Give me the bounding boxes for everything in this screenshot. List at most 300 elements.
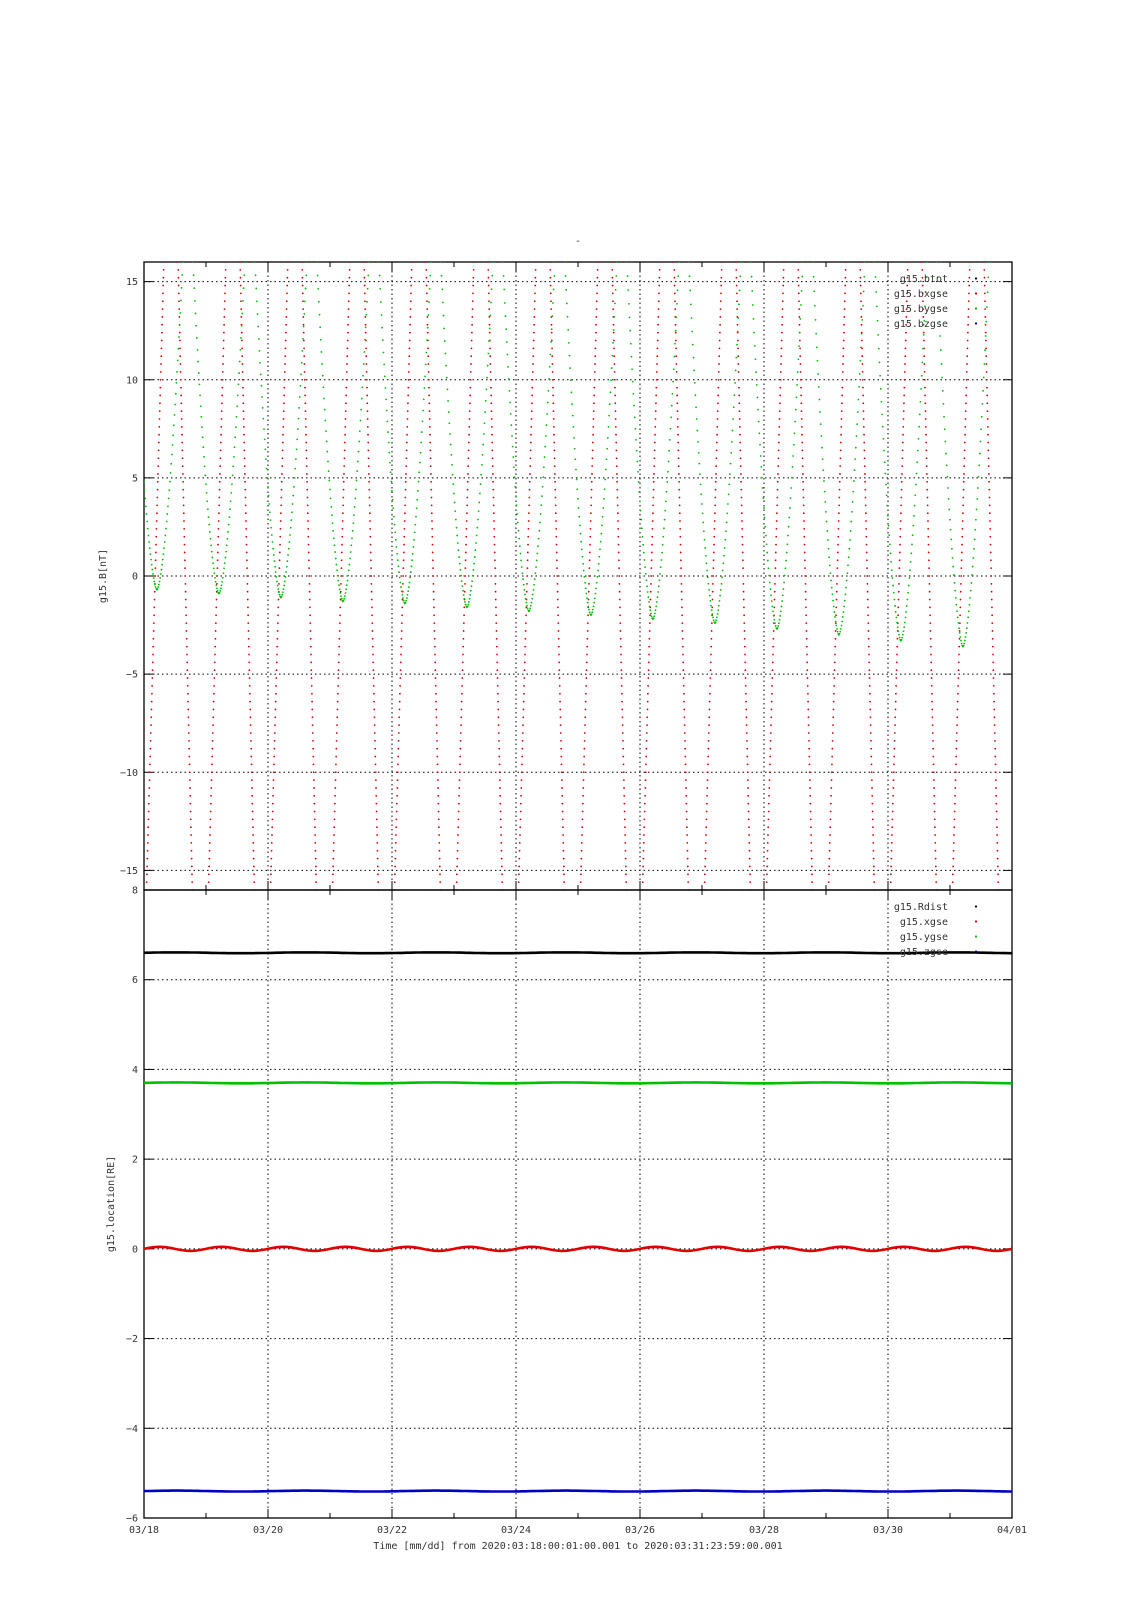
y-tick-label: 6: [131, 975, 138, 987]
bxgse-point: [715, 473, 717, 475]
bxgse-point: [214, 654, 216, 656]
bygse-point: [722, 562, 724, 564]
bygse-point: [416, 499, 418, 501]
bygse-point: [569, 355, 571, 357]
bxgse-point: [864, 473, 866, 475]
bxgse-point: [587, 630, 589, 632]
bxgse-point: [519, 850, 521, 852]
bxgse-point: [161, 332, 163, 334]
y-axis-label: g15.location[RE]: [106, 1155, 117, 1253]
bxgse-point: [803, 520, 805, 522]
bxgse-point: [349, 277, 351, 279]
bygse-point: [207, 508, 209, 510]
bxgse-point: [302, 277, 304, 279]
bygse-point: [779, 619, 781, 621]
bxgse-point: [684, 724, 686, 726]
bxgse-point: [862, 395, 864, 397]
bygse-point: [423, 398, 425, 400]
bxgse-point: [988, 489, 990, 491]
bxgse-point: [580, 858, 582, 860]
bygse-point: [691, 317, 693, 319]
bxgse-point: [374, 740, 376, 742]
bxgse-point: [491, 410, 493, 412]
bxgse-point: [335, 764, 337, 766]
bxgse-point: [987, 410, 989, 412]
bygse-point: [914, 494, 916, 496]
bxgse-point: [993, 709, 995, 711]
bygse-point: [261, 396, 263, 398]
bygse-point: [542, 486, 544, 488]
bxgse-point: [407, 402, 409, 404]
bxgse-point: [624, 826, 626, 828]
bygse-point: [842, 616, 844, 618]
bxgse-point: [245, 520, 247, 522]
bxgse-point: [212, 732, 214, 734]
bxgse-point: [436, 732, 438, 734]
bxgse-point: [581, 842, 583, 844]
bxgse-point: [747, 771, 749, 773]
bxgse-point: [461, 685, 463, 687]
bxgse-point: [428, 395, 430, 397]
bygse-point: [260, 373, 262, 375]
bygse-point: [673, 368, 675, 370]
bxgse-point: [925, 450, 927, 452]
bygse-point: [149, 547, 151, 549]
bygse-point: [411, 565, 413, 567]
bygse-point: [773, 615, 775, 617]
bxgse-point: [551, 355, 553, 357]
bxgse-point: [674, 277, 676, 279]
bygse-point: [394, 531, 396, 533]
bygse-point: [386, 410, 388, 412]
bxgse-point: [966, 371, 968, 373]
bygse-point: [343, 600, 345, 602]
bxgse-point: [838, 512, 840, 514]
bxgse-point: [987, 434, 989, 436]
bxgse-point: [533, 347, 535, 349]
bygse-point: [905, 611, 907, 613]
bxgse-point: [831, 756, 833, 758]
bxgse-point: [707, 779, 709, 781]
bygse-point: [861, 319, 863, 321]
bxgse-point: [430, 473, 432, 475]
bygse-point: [487, 365, 489, 367]
bygse-point: [270, 519, 272, 521]
bxgse-point: [590, 504, 592, 506]
bxgse-point: [286, 293, 288, 295]
bxgse-point: [494, 575, 496, 577]
bxgse-point: [811, 866, 813, 868]
bygse-point: [236, 416, 238, 418]
bxgse-point: [778, 450, 780, 452]
bxgse-point: [904, 371, 906, 373]
bxgse-point: [154, 591, 156, 593]
bxgse-point: [810, 834, 812, 836]
bygse-point: [667, 471, 669, 473]
bxgse-point: [705, 826, 707, 828]
bxgse-point: [492, 457, 494, 459]
bxgse-point: [457, 850, 459, 852]
bxgse-point: [553, 418, 555, 420]
bxgse-point: [592, 434, 594, 436]
bxgse-point: [153, 630, 155, 632]
bxgse-point: [931, 677, 933, 679]
bxgse-point: [934, 826, 936, 828]
bxgse-point: [336, 740, 338, 742]
bygse-point: [330, 506, 332, 508]
bygse-point: [694, 382, 696, 384]
bxgse-point: [835, 607, 837, 609]
bygse-point: [367, 288, 369, 290]
bxgse-point: [682, 638, 684, 640]
bygse-point: [726, 512, 728, 514]
bxgse-point: [553, 434, 555, 436]
bxgse-point: [649, 638, 651, 640]
bxgse-point: [769, 779, 771, 781]
bxgse-point: [934, 811, 936, 813]
bygse-point: [529, 608, 531, 610]
bxgse-point: [315, 850, 317, 852]
bygse-point: [544, 456, 546, 458]
series-line: [144, 952, 1012, 953]
bxgse-point: [837, 536, 839, 538]
bxgse-point: [563, 866, 565, 868]
bxgse-point: [657, 332, 659, 334]
bxgse-point: [210, 795, 212, 797]
bygse-point: [503, 275, 505, 277]
bxgse-point: [927, 536, 929, 538]
bxgse-point: [303, 332, 305, 334]
bxgse-point: [377, 873, 379, 875]
bxgse-point: [189, 803, 191, 805]
bxgse-point: [251, 771, 253, 773]
bxgse-point: [685, 787, 687, 789]
bxgse-point: [311, 709, 313, 711]
bxgse-point: [687, 850, 689, 852]
bxgse-point: [183, 520, 185, 522]
bygse-point: [728, 493, 730, 495]
bygse-point: [471, 585, 473, 587]
bxgse-point: [272, 811, 274, 813]
bxgse-point: [464, 575, 466, 577]
bxgse-point: [396, 787, 398, 789]
bxgse-point: [805, 614, 807, 616]
bygse-point: [491, 288, 493, 290]
bxgse-point: [283, 395, 285, 397]
bxgse-point: [557, 607, 559, 609]
bygse-point: [739, 275, 741, 277]
bygse-point: [505, 328, 507, 330]
bxgse-point: [716, 457, 718, 459]
bxgse-point: [373, 677, 375, 679]
bxgse-point: [314, 826, 316, 828]
bxgse-point: [553, 426, 555, 428]
bxgse-point: [648, 646, 650, 648]
bxgse-point: [490, 387, 492, 389]
bxgse-point: [997, 866, 999, 868]
bygse-point: [833, 611, 835, 613]
bxgse-point: [745, 693, 747, 695]
bxgse-point: [929, 599, 931, 601]
bxgse-point: [471, 340, 473, 342]
bxgse-point: [426, 316, 428, 318]
bxgse-point: [179, 347, 181, 349]
bxgse-point: [281, 473, 283, 475]
y-tick-label: 0: [131, 1244, 138, 1256]
bxgse-point: [987, 426, 989, 428]
bxgse-point: [834, 661, 836, 663]
bxgse-point: [714, 497, 716, 499]
bygse-point: [409, 577, 411, 579]
bxgse-point: [711, 630, 713, 632]
bxgse-point: [466, 497, 468, 499]
bxgse-point: [772, 654, 774, 656]
bxgse-point: [782, 308, 784, 310]
bygse-point: [606, 448, 608, 450]
bxgse-point: [591, 489, 593, 491]
bxgse-point: [618, 552, 620, 554]
bxgse-point: [178, 277, 180, 279]
bxgse-point: [404, 520, 406, 522]
bxgse-point: [930, 661, 932, 663]
bxgse-point: [400, 646, 402, 648]
bxgse-point: [744, 669, 746, 671]
bygse-point: [778, 622, 780, 624]
bygse-point: [394, 524, 396, 526]
bxgse-point: [591, 481, 593, 483]
bygse-point: [675, 330, 677, 332]
bygse-point: [799, 332, 801, 334]
bxgse-point: [993, 693, 995, 695]
bxgse-point: [898, 599, 900, 601]
bygse-point: [175, 393, 177, 395]
bygse-point: [705, 555, 707, 557]
bygse-point: [476, 535, 478, 537]
bxgse-point: [743, 599, 745, 601]
bxgse-point: [781, 316, 783, 318]
bxgse-point: [952, 881, 954, 883]
bxgse-point: [431, 504, 433, 506]
bygse-point: [615, 275, 617, 277]
bxgse-point: [805, 599, 807, 601]
bxgse-point: [367, 426, 369, 428]
bxgse-point: [343, 465, 345, 467]
bygse-point: [939, 335, 941, 337]
bxgse-point: [427, 332, 429, 334]
bxgse-point: [745, 709, 747, 711]
bygse-point: [159, 577, 161, 579]
bygse-point: [390, 481, 392, 483]
bxgse-point: [312, 740, 314, 742]
bygse-point: [429, 275, 431, 277]
bygse-point: [754, 345, 756, 347]
bxgse-point: [923, 340, 925, 342]
bxgse-point: [618, 575, 620, 577]
bygse-point: [360, 409, 362, 411]
bxgse-point: [678, 465, 680, 467]
bxgse-point: [154, 599, 156, 601]
y-tick-label: −4: [125, 1423, 138, 1435]
bxgse-point: [345, 402, 347, 404]
bxgse-point: [680, 544, 682, 546]
bxgse-point: [719, 340, 721, 342]
bygse-point: [693, 370, 695, 372]
bygse-point: [347, 575, 349, 577]
bxgse-point: [704, 881, 706, 883]
bxgse-point: [712, 583, 714, 585]
bxgse-point: [685, 764, 687, 766]
bxgse-point: [189, 764, 191, 766]
bygse-point: [384, 375, 386, 377]
bxgse-point: [969, 277, 971, 279]
plot-frame: [144, 890, 1012, 1518]
bxgse-point: [745, 701, 747, 703]
bygse-point: [297, 428, 299, 430]
bxgse-point: [902, 434, 904, 436]
bxgse-point: [467, 465, 469, 467]
bxgse-point: [240, 316, 242, 318]
bxgse-point: [499, 771, 501, 773]
bxgse-point: [683, 701, 685, 703]
bxgse-point: [931, 685, 933, 687]
bygse-point: [523, 584, 525, 586]
bxgse-point: [188, 740, 190, 742]
bygse-point: [653, 615, 655, 617]
bygse-point: [353, 514, 355, 516]
bxgse-point: [271, 826, 273, 828]
bxgse-point: [873, 881, 875, 883]
bygse-point: [851, 511, 853, 513]
bygse-point: [764, 526, 766, 528]
bxgse-point: [408, 355, 410, 357]
y-tick-label: −15: [119, 865, 138, 877]
bxgse-point: [589, 536, 591, 538]
bxgse-point: [839, 473, 841, 475]
bxgse-point: [249, 701, 251, 703]
bxgse-point: [865, 512, 867, 514]
bxgse-point: [924, 387, 926, 389]
bxgse-point: [191, 850, 193, 852]
bygse-point: [910, 552, 912, 554]
bxgse-point: [738, 395, 740, 397]
bygse-point: [856, 423, 858, 425]
bxgse-point: [738, 371, 740, 373]
bxgse-point: [899, 536, 901, 538]
bygse-point: [726, 522, 728, 524]
bxgse-point: [684, 716, 686, 718]
bxgse-point: [527, 552, 529, 554]
bygse-point: [170, 472, 172, 474]
bxgse-point: [646, 740, 648, 742]
bygse-point: [231, 483, 233, 485]
bxgse-point: [778, 426, 780, 428]
bxgse-point: [496, 654, 498, 656]
bxgse-point: [181, 410, 183, 412]
legend-label: g15.btot: [899, 274, 948, 285]
bxgse-point: [428, 402, 430, 404]
bxgse-point: [156, 512, 158, 514]
bxgse-point: [952, 866, 954, 868]
bxgse-point: [709, 709, 711, 711]
bxgse-point: [243, 442, 245, 444]
bygse-point: [210, 544, 212, 546]
bxgse-point: [305, 450, 307, 452]
bxgse-point: [285, 316, 287, 318]
bygse-point: [299, 396, 301, 398]
bygse-point: [522, 572, 524, 574]
bygse-point: [328, 470, 330, 472]
bxgse-point: [178, 285, 180, 287]
bxgse-point: [922, 300, 924, 302]
bxgse-point: [713, 559, 715, 561]
bxgse-point: [864, 465, 866, 467]
bxgse-point: [180, 402, 182, 404]
bxgse-point: [677, 434, 679, 436]
bxgse-point: [277, 607, 279, 609]
bxgse-point: [902, 426, 904, 428]
bygse-point: [339, 588, 341, 590]
bygse-point: [317, 275, 319, 277]
bxgse-point: [151, 701, 153, 703]
bxgse-point: [395, 834, 397, 836]
bxgse-point: [210, 818, 212, 820]
bxgse-point: [807, 677, 809, 679]
bxgse-point: [223, 316, 225, 318]
bxgse-point: [616, 457, 618, 459]
bxgse-point: [836, 575, 838, 577]
bxgse-point: [401, 638, 403, 640]
bygse-point: [546, 413, 548, 415]
bygse-point: [332, 522, 334, 524]
bxgse-point: [741, 504, 743, 506]
bxgse-point: [620, 646, 622, 648]
bygse-point: [170, 463, 172, 465]
bygse-point: [144, 497, 146, 499]
bxgse-point: [558, 654, 560, 656]
bxgse-point: [985, 340, 987, 342]
bygse-point: [819, 399, 821, 401]
bxgse-point: [619, 622, 621, 624]
bxgse-point: [245, 504, 247, 506]
bxgse-point: [370, 552, 372, 554]
bxgse-point: [284, 379, 286, 381]
bxgse-point: [714, 520, 716, 522]
bygse-point: [828, 556, 830, 558]
bygse-point: [672, 381, 674, 383]
bxgse-point: [737, 347, 739, 349]
bxgse-point: [926, 481, 928, 483]
bxgse-point: [277, 622, 279, 624]
bxgse-point: [897, 638, 899, 640]
bxgse-point: [370, 567, 372, 569]
bxgse-point: [680, 575, 682, 577]
bxgse-point: [344, 457, 346, 459]
bygse-point: [264, 448, 266, 450]
bxgse-point: [495, 607, 497, 609]
bxgse-point: [624, 811, 626, 813]
bygse-point: [174, 404, 176, 406]
bxgse-point: [933, 787, 935, 789]
bxgse-point: [768, 787, 770, 789]
bxgse-point: [736, 293, 738, 295]
bygse-point: [608, 426, 610, 428]
bxgse-point: [894, 716, 896, 718]
bxgse-point: [658, 300, 660, 302]
bxgse-point: [896, 654, 898, 656]
bxgse-point: [488, 277, 490, 279]
bygse-point: [823, 480, 825, 482]
bxgse-point: [965, 395, 967, 397]
